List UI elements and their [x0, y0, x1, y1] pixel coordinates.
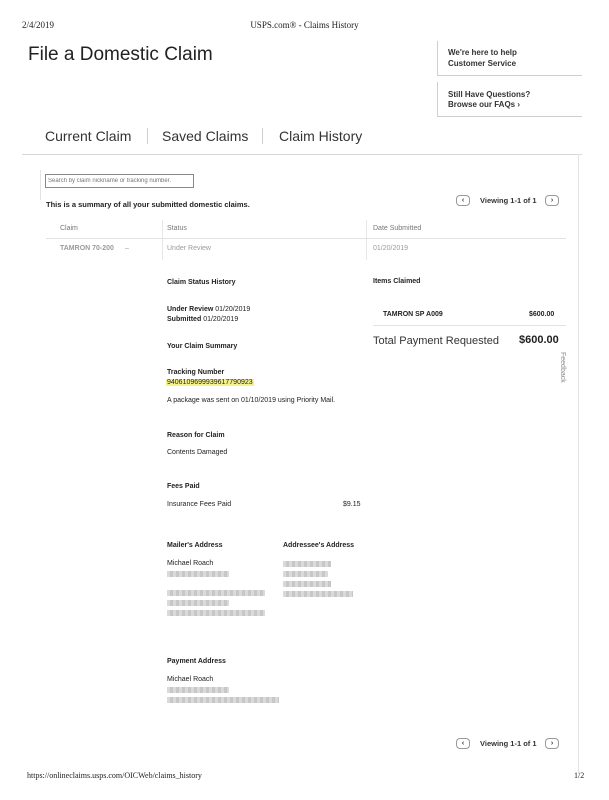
redacted-text: [167, 610, 265, 616]
help-line2: Customer Service: [448, 59, 517, 68]
chevron-left-icon[interactable]: ‹: [456, 738, 470, 749]
tabs-divider: [22, 154, 582, 155]
status-history-label: Claim Status History: [167, 279, 236, 286]
customer-service-link[interactable]: [437, 41, 582, 76]
mailer-name: Michael Roach: [167, 560, 214, 567]
print-url: https://onlineclaims.usps.com/OICWeb/claims_history: [27, 771, 202, 780]
history-date: 01/20/2019: [203, 316, 239, 323]
payment-address-label: Payment Address: [167, 658, 226, 665]
column-header-status: Status: [167, 225, 187, 232]
claim-status: Under Review: [167, 245, 211, 252]
print-date: 2/4/2019: [22, 20, 55, 30]
history-status: Under Review: [167, 306, 214, 313]
summary-text: This is a summary of all your submitted domestic claims.: [46, 200, 250, 209]
tracking-label: Tracking Number: [167, 369, 225, 376]
column-header-date: Date Submitted: [373, 225, 422, 232]
tab-divider: [147, 128, 148, 144]
reason-value: Contents Damaged: [167, 449, 228, 456]
items-claimed-label: Items Claimed: [373, 278, 421, 285]
pager-label: Viewing 1-1 of 1: [480, 196, 537, 205]
redacted-text: [283, 591, 353, 597]
chevron-right-icon[interactable]: ›: [545, 195, 559, 206]
collapse-icon[interactable]: –: [125, 245, 129, 252]
page-title: File a Domestic Claim: [28, 44, 213, 65]
history-entry: [167, 316, 238, 323]
total-label: Total Payment Requested: [373, 335, 499, 347]
help-line1: We're here to help: [448, 48, 517, 57]
pager-label: Viewing 1-1 of 1: [480, 739, 537, 748]
redacted-text: [167, 600, 229, 606]
redacted-text: [283, 571, 328, 577]
faq-link[interactable]: [437, 82, 582, 117]
content-border: [578, 154, 579, 774]
search-input[interactable]: [45, 174, 194, 188]
redacted-text: [167, 697, 279, 703]
tab-current-claim[interactable]: Current Claim: [45, 128, 132, 144]
faq-line1: Still Have Questions?: [448, 90, 531, 99]
tab-divider: [262, 128, 263, 144]
history-status: Submitted: [167, 316, 202, 323]
pager-top: [456, 195, 566, 207]
redacted-text: [167, 571, 229, 577]
total-amount: $600.00: [519, 334, 559, 346]
chevron-right-icon[interactable]: ›: [545, 738, 559, 749]
column-divider: [162, 220, 163, 260]
tab-claim-history[interactable]: Claim History: [279, 128, 363, 144]
table-header-rule: [46, 238, 566, 239]
sent-text: A package was sent on 01/10/2019 using Priority Mail.: [167, 397, 336, 404]
feedback-tab[interactable]: Feedback: [559, 352, 566, 383]
claim-date: 01/20/2019: [373, 245, 409, 252]
redacted-text: [283, 561, 331, 567]
reason-label: Reason for Claim: [167, 432, 225, 439]
fee-amount: $9.15: [343, 501, 361, 508]
column-header-claim: Claim: [60, 225, 78, 232]
pager-bottom: [456, 738, 566, 750]
print-page-title: USPS.com® - Claims History: [250, 20, 359, 30]
tab-saved-claims[interactable]: Saved Claims: [162, 128, 249, 144]
history-entry: [167, 306, 250, 313]
fee-name: Insurance Fees Paid: [167, 501, 232, 508]
chevron-left-icon[interactable]: ‹: [456, 195, 470, 206]
history-date: 01/20/2019: [215, 306, 251, 313]
tracking-number: [166, 379, 254, 386]
column-divider: [366, 220, 367, 260]
mailer-address-label: Mailer's Address: [167, 542, 223, 549]
addressee-address-label: Addressee's Address: [283, 542, 355, 549]
claim-name[interactable]: TAMRON 70-200: [60, 245, 114, 252]
fees-label: Fees Paid: [167, 483, 200, 490]
faq-line2: Browse our FAQs ›: [448, 100, 521, 109]
tracking-number-value: 9406109699939617790923: [167, 379, 253, 386]
item-amount: $600.00: [529, 311, 555, 318]
redacted-text: [167, 687, 229, 693]
items-divider: [373, 325, 566, 326]
claim-summary-label: Your Claim Summary: [167, 343, 238, 350]
redacted-text: [283, 581, 331, 587]
payment-name: Michael Roach: [167, 676, 214, 683]
print-page-number: 1/2: [574, 771, 585, 780]
redacted-text: [167, 590, 265, 596]
content-border-left: [40, 170, 41, 200]
item-name: TAMRON SP A009: [383, 311, 443, 318]
